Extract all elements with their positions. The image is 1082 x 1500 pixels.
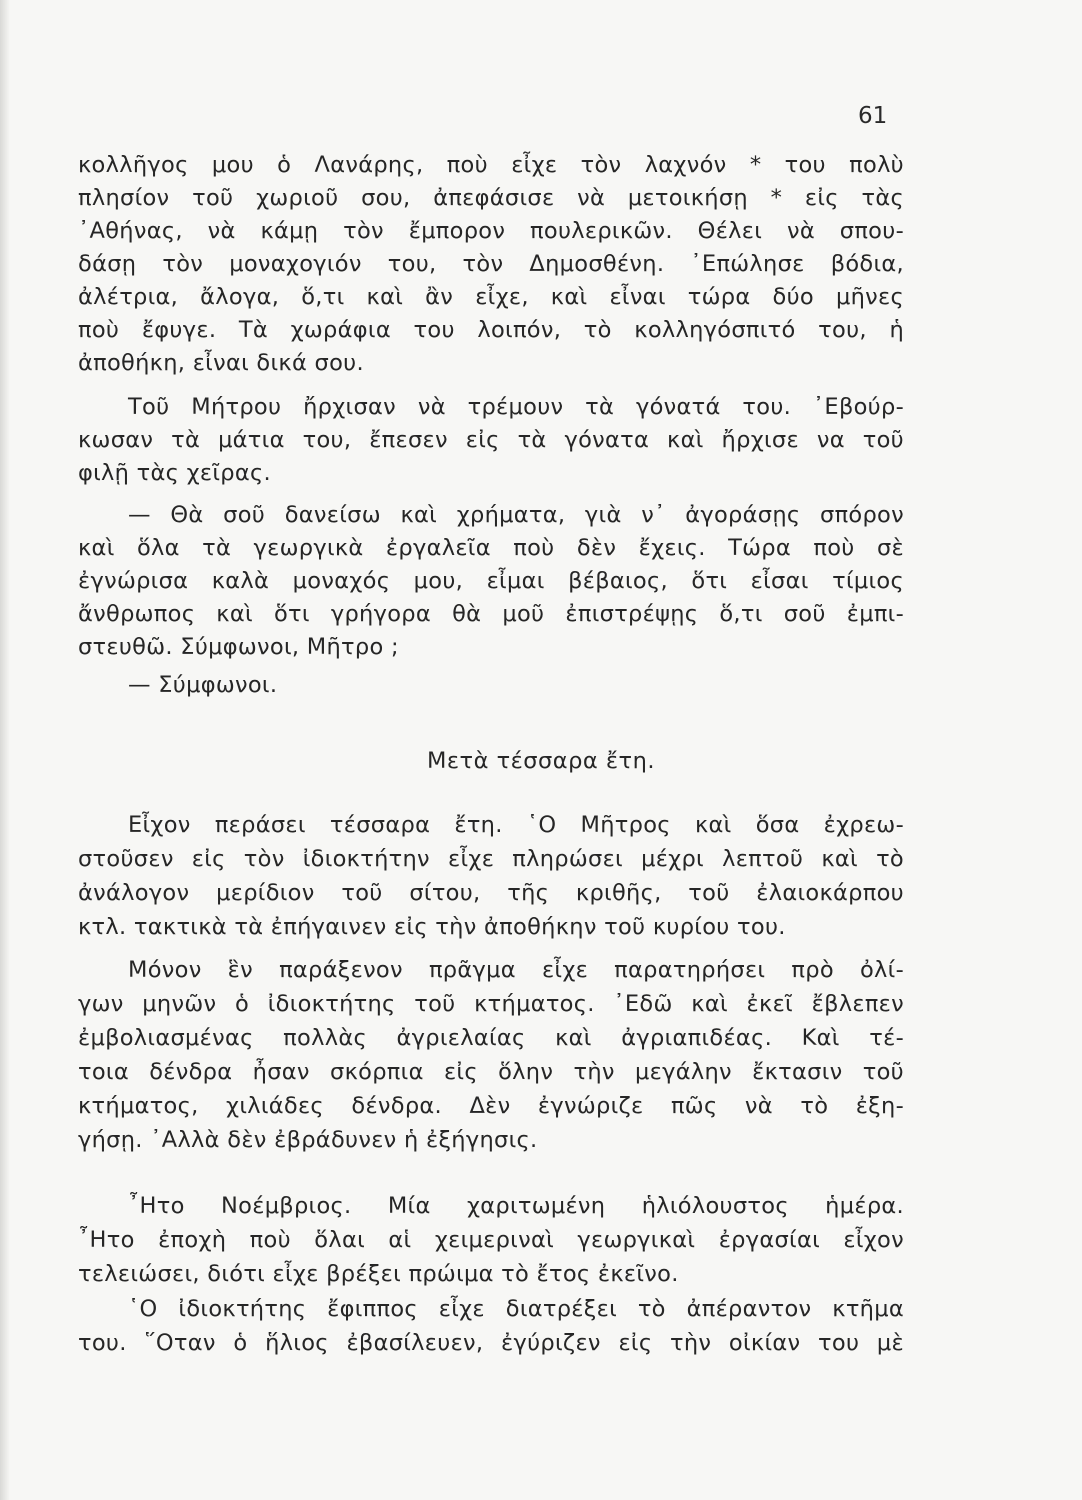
text-line: ῏Ητο Νοέμβριος. Μία χαριτωμένη ἡλιόλουστος ἡμέρα. bbox=[128, 1193, 904, 1219]
text-line: Μόνον ἓν παράξενον πρᾶγμα εἶχε παρατηρήσει πρὸ ὀλί- bbox=[128, 957, 904, 983]
text-line: ᾿Αθήνας, νὰ κάμῃ τὸν ἔμπορον πουλερικῶν. Θέλει νὰ σπου- bbox=[78, 218, 904, 244]
text-line: πλησίον τοῦ χωριοῦ σου, ἀπεφάσισε νὰ μετοικήσῃ * εἰς τὰς bbox=[78, 185, 904, 211]
text-line: ῾Ο ἰδιοκτήτης ἔφιππος εἶχε διατρέξει τὸ ἀπέραντον κτῆμα bbox=[128, 1296, 904, 1322]
text-line: γήσῃ. ᾿Αλλὰ δὲν ἐβράδυνεν ἡ ἐξήγησις. bbox=[78, 1127, 538, 1153]
text-line: κωσαν τὰ μάτια του, ἔπεσεν εἰς τὰ γόνατα καὶ ἤρχισε να τοῦ bbox=[78, 427, 904, 453]
text-line: στοῦσεν εἰς τὸν ἰδιοκτήτην εἶχε πληρώσει μέχρι λεπτοῦ καὶ τὸ bbox=[78, 846, 904, 872]
text-line: καὶ ὅλα τὰ γεωργικὰ ἐργαλεῖα ποὺ δὲν ἔχεις. Τώρα ποὺ σὲ bbox=[78, 535, 904, 561]
text-line: δάσῃ τὸν μοναχογιόν του, τὸν Δημοσθένη. ᾿Επώλησε βόδια, bbox=[78, 251, 904, 277]
text-line: ἐμβολιασμένας πολλὰς ἀγριελαίας καὶ ἀγριαπιδέας. Καὶ τέ- bbox=[78, 1025, 904, 1051]
text-line: φιλῇ τὰς χεῖρας. bbox=[78, 460, 271, 486]
text-line: τελειώσει, διότι εἶχε βρέξει πρώιμα τὸ ἔτος ἐκεῖνο. bbox=[78, 1261, 679, 1287]
text-line: ποὺ ἔφυγε. Τὰ χωράφια του λοιπόν, τὸ κολληγόσπιτό του, ἡ bbox=[78, 317, 904, 343]
text-line: ἀνάλογον μερίδιον τοῦ σίτου, τῆς κριθῆς, τοῦ ἐλαιοκάρπου bbox=[78, 880, 904, 906]
text-line: Τοῦ Μήτρου ἤρχισαν νὰ τρέμουν τὰ γόνατά του. ᾿Εβούρ- bbox=[128, 394, 904, 420]
text-line: του. ῞Οταν ὁ ἥλιος ἐβασίλευεν, ἐγύριζεν εἰς τὴν οἰκίαν του μὲ bbox=[78, 1330, 904, 1356]
text-line: — Σύμφωνοι. bbox=[128, 672, 278, 698]
section-heading: Μετὰ τέσσαρα ἔτη. bbox=[426, 748, 656, 774]
text-line: Εἶχον περάσει τέσσαρα ἔτη. ῾Ο Μῆτρος καὶ ὅσα ἐχρεω- bbox=[128, 812, 904, 838]
text-line: ἐγνώρισα καλὰ μοναχός μου, εἶμαι βέβαιος, ὅτι εἶσαι τίμιος bbox=[78, 568, 904, 594]
text-line: κολλῆγος μου ὁ Λανάρης, ποὺ εἶχε τὸν λαχνόν * του πολὺ bbox=[78, 152, 904, 178]
text-line: ῏Ητο ἐποχὴ ποὺ ὅλαι αἱ χειμεριναὶ γεωργικαὶ ἐργασίαι εἶχον bbox=[78, 1227, 904, 1253]
text-line: — Θὰ σοῦ δανείσω καὶ χρήματα, γιὰ ν᾿ ἀγοράσῃς σπόρον bbox=[128, 502, 904, 528]
text-line: γων μηνῶν ὁ ἰδιοκτήτης τοῦ κτήματος. ᾿Εδῶ καὶ ἐκεῖ ἔβλεπεν bbox=[78, 991, 904, 1017]
text-line: στευθῶ. Σύμφωνοι, Μῆτρο ; bbox=[78, 634, 399, 660]
text-line: κτήματος, χιλιάδες δένδρα. Δὲν ἐγνώριζε πῶς νὰ τὸ ἐξη- bbox=[78, 1093, 904, 1119]
text-line: ἄνθρωπος καὶ ὅτι γρήγορα θὰ μοῦ ἐπιστρέψῃς ὅ,τι σοῦ ἐμπι- bbox=[78, 601, 904, 627]
page-number: 61 bbox=[858, 103, 888, 129]
text-line: ἀλέτρια, ἄλογα, ὅ,τι καὶ ἂν εἶχε, καὶ εἶναι τώρα δύο μῆνες bbox=[78, 284, 904, 310]
text-line: κτλ. τακτικὰ τὰ ἐπήγαινεν εἰς τὴν ἀποθήκην τοῦ κυρίου του. bbox=[78, 914, 786, 940]
text-line: τοια δένδρα ἦσαν σκόρπια εἰς ὅλην τὴν μεγάλην ἔκτασιν τοῦ bbox=[78, 1059, 904, 1085]
text-line: ἀποθήκη, εἶναι δικά σου. bbox=[78, 350, 364, 376]
